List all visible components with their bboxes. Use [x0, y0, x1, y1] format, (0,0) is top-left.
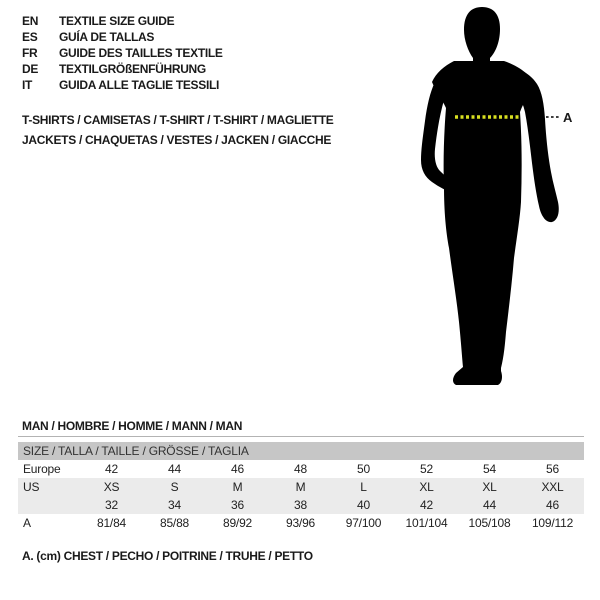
- language-guide-list: [22, 13, 223, 93]
- size-cell: 42: [420, 498, 433, 512]
- size-cell: 85/88: [159, 516, 190, 530]
- guide-title: GUIDE DES TAILLES TEXTILE: [59, 46, 223, 60]
- size-cell: 42: [105, 462, 118, 476]
- section-title-man: MAN / HOMBRE / HOMME / MANN / MAN: [22, 419, 243, 433]
- size-cell: XL: [419, 480, 434, 494]
- category-lines: [22, 110, 334, 150]
- size-cell: 46: [546, 498, 559, 512]
- list-item: [22, 13, 223, 29]
- size-cell: 97/100: [345, 516, 382, 530]
- row-label: [18, 496, 80, 514]
- table-top-rule: [18, 436, 584, 437]
- language-code: DE: [22, 62, 39, 76]
- silhouette-head: [464, 7, 500, 64]
- table-row-chest-a: [18, 514, 584, 532]
- size-cell: 52: [420, 462, 433, 476]
- size-cell: 48: [294, 462, 307, 476]
- size-cell: S: [170, 480, 179, 494]
- size-cell: 93/96: [285, 516, 316, 530]
- language-code: ES: [22, 30, 38, 44]
- size-cell: 56: [546, 462, 559, 476]
- size-cell: XL: [482, 480, 497, 494]
- table-row-us: [18, 478, 584, 496]
- size-cell: 46: [231, 462, 244, 476]
- size-cell: 54: [483, 462, 496, 476]
- list-item: [22, 77, 223, 93]
- language-code: IT: [22, 78, 33, 92]
- size-cell: 105/108: [468, 516, 511, 530]
- row-label: US: [23, 480, 40, 494]
- size-cell: L: [360, 480, 367, 494]
- table-row-europe: [18, 460, 584, 478]
- man-silhouette-icon: [400, 0, 600, 400]
- list-item: [22, 45, 223, 61]
- size-cell: 44: [168, 462, 181, 476]
- size-cell: 101/104: [405, 516, 448, 530]
- table-row-numeric: [18, 496, 584, 514]
- footnote-chest-measurement: A. (cm) CHEST / PECHO / POITRINE / TRUHE / PETTO: [22, 549, 313, 563]
- size-table: [18, 436, 584, 532]
- guide-title: TEXTILGRÖßENFÜHRUNG: [59, 62, 206, 76]
- guide-title: TEXTILE SIZE GUIDE: [59, 14, 175, 28]
- size-cell: 34: [168, 498, 181, 512]
- size-cell: 36: [231, 498, 244, 512]
- size-cell: 38: [294, 498, 307, 512]
- language-code: FR: [22, 46, 38, 60]
- silhouette-body: [432, 61, 537, 385]
- size-cell: 44: [483, 498, 496, 512]
- category-line-tshirts: T-SHIRTS / CAMISETAS / T-SHIRT / T-SHIRT / MAGLIETTE: [22, 113, 334, 127]
- size-cell: M: [295, 480, 306, 494]
- guide-title: GUIDA ALLE TAGLIE TESSILI: [59, 78, 220, 92]
- guide-title: GUÍA DE TALLAS: [59, 30, 155, 44]
- size-cell: 81/84: [96, 516, 127, 530]
- measurement-label-a: A: [563, 110, 573, 125]
- size-cell: XXL: [541, 480, 564, 494]
- category-line-jackets: JACKETS / CHAQUETAS / VESTES / JACKEN / GIACCHE: [22, 133, 332, 147]
- list-item: [22, 61, 223, 77]
- size-cell: 40: [357, 498, 370, 512]
- size-cell: 50: [357, 462, 370, 476]
- list-item: [22, 29, 223, 45]
- size-cell: 109/112: [531, 516, 574, 530]
- size-cell: XS: [103, 480, 120, 494]
- size-cell: 32: [105, 498, 118, 512]
- man-silhouette-figure: [400, 0, 600, 400]
- size-cell: M: [232, 480, 243, 494]
- size-cell: 89/92: [222, 516, 253, 530]
- row-label: A: [23, 516, 31, 530]
- size-table-header: SIZE / TALLA / TAILLE / GRÖSSE / TAGLIA: [18, 442, 584, 460]
- row-label: Europe: [23, 462, 61, 476]
- language-code: EN: [22, 14, 39, 28]
